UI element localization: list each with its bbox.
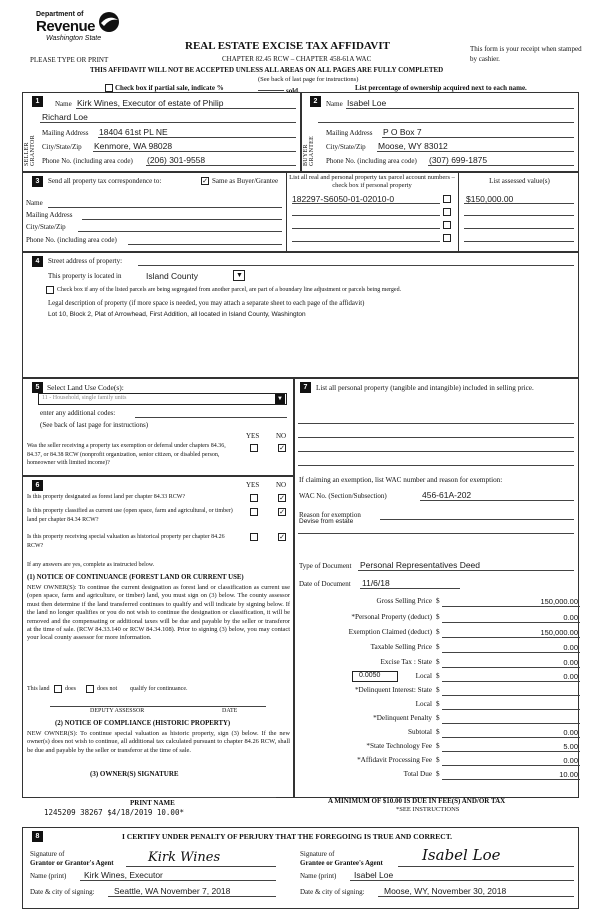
fee-row-affidavit-fee: *Affidavit Processing Fee $ 0.00 [357, 756, 578, 765]
this-land-label: This land [27, 686, 50, 692]
excise-state-value[interactable]: 0.00 [442, 658, 580, 668]
s6-no-header: NO [276, 481, 287, 489]
s3-city-label: City/State/Zip [26, 223, 66, 231]
buyer-city-label: City/State/Zip [326, 143, 366, 151]
q3-yes-checkbox[interactable] [250, 533, 258, 541]
chevron-down-icon: ▼ [236, 271, 243, 279]
does-not-checkbox[interactable] [86, 685, 94, 693]
s3-name-label: Name [26, 199, 43, 207]
fee-row-penalty: *Delinquent Penalty $ [300, 714, 580, 727]
seller-name-value[interactable]: Kirk Wines, Executor of estate of Philip [77, 98, 224, 108]
owner-signature-line[interactable] [40, 797, 276, 798]
segregated-label: Check box if any of the listed parcels are being segregated from another parcel, are part of a boundary line adjustment or parcels being merged. [57, 287, 402, 293]
owner-signature-label: (3) OWNER(S) SIGNATURE [90, 770, 179, 778]
buyer-phone-label: Phone No. (including area code) [326, 157, 417, 165]
buyer-side-label: BUYER GRANTEE [303, 135, 315, 166]
seller-phone-value[interactable]: (206) 301-9558 [147, 155, 206, 165]
section-1-number: 1 [32, 96, 43, 107]
form-title: REAL ESTATE EXCISE TAX AFFIDAVIT [185, 40, 390, 52]
local-rate-value: 0.0050 [359, 672, 381, 679]
grantee-name-label: Name (print) [300, 872, 337, 880]
grantee-signature[interactable]: Isabel Loe [422, 846, 501, 864]
minimum-due-text: A MINIMUM OF $10.00 IS DUE IN FEE(S) AND/OR TAX [328, 797, 506, 805]
assessed-value[interactable]: $150,000.00 [466, 194, 514, 204]
notice-compliance-title: (2) NOTICE OF COMPLIANCE (HISTORIC PROPERTY) [55, 720, 231, 727]
parcel-personal-checkbox-4[interactable] [443, 234, 451, 242]
personal-property-label: List all personal property (tangible and intangible) included in selling price. [316, 384, 534, 392]
parcel-personal-checkbox-2[interactable] [443, 208, 451, 216]
same-as-buyer-label: Same as Buyer/Grantee [212, 177, 279, 185]
fee-row-total: Total Due $ 10.00 [403, 770, 578, 779]
see-back: (See back of last page for instructions) [258, 76, 359, 83]
wac-label: WAC No. (Section/Subsection) [299, 492, 387, 500]
fee-row-exemption: Exemption Claimed (deduct) $ 150,000.00 [348, 628, 578, 637]
reason-label: Reason for exemption [299, 511, 361, 519]
seller-city-value[interactable]: Kenmore, WA 98028 [94, 141, 173, 151]
fee-row-personal: *Personal Property (deduct) $ 0.00 [351, 613, 578, 622]
partial-sale-pct[interactable] [258, 90, 284, 91]
section-2-number: 2 [310, 96, 321, 107]
grantee-date-value[interactable]: Moose, WY, November 30, 2018 [384, 886, 507, 896]
seller-city-label: City/State/Zip [42, 143, 82, 151]
partial-sale-checkbox[interactable] [105, 84, 113, 92]
buyer-name-value[interactable]: Isabel Loe [347, 98, 387, 108]
notice-continuance-title: (1) NOTICE OF CONTINUANCE (FOREST LAND OR CURRENT USE) [27, 574, 244, 581]
certify-text: I CERTIFY UNDER PENALTY OF PERJURY THAT THE FOREGOING IS TRUE AND CORRECT. [122, 832, 453, 841]
exemption-value[interactable]: 150,000.00 [442, 628, 580, 638]
print-name-label: PRINT NAME [130, 799, 175, 807]
exemption-claim-label: If claiming an exemption, list WAC number and reason for exemption: [299, 476, 503, 484]
fee-row-taxable: Taxable Selling Price $ 0.00 [370, 643, 578, 652]
total-due-value[interactable]: 10.00 [442, 770, 580, 780]
fee-row-excise-state: Excise Tax : State $ 0.00 [380, 658, 578, 667]
seller-name-value-2[interactable]: Richard Loe [42, 112, 88, 122]
section-5-number: 5 [32, 382, 43, 393]
section-4-number: 4 [32, 256, 43, 267]
fee-row-gross: Gross Selling Price $ 150,000.00 [376, 597, 578, 606]
reason-value[interactable]: Devise from estate [299, 518, 354, 525]
land-use-value: 11 - Household, single family units [42, 395, 127, 401]
buyer-mailing-label: Mailing Address [326, 129, 373, 137]
county-value[interactable]: Island County [146, 271, 198, 281]
legal-desc-value[interactable]: Lot 10, Block 2, Plat of Arrowhead, First Addition, all located in Island County, Washington [48, 311, 306, 318]
subtotal-value[interactable]: 0.00 [442, 728, 580, 738]
see-instructions: *SEE INSTRUCTIONS [396, 806, 460, 813]
logo-text-3: Washington State [46, 35, 102, 42]
delinquent-state-value[interactable] [442, 686, 580, 696]
same-as-buyer-checkbox[interactable]: ✓ [202, 177, 208, 185]
fee-row-delinq-local: Local $ [300, 700, 580, 713]
grantor-name-label: Name (print) [30, 872, 67, 880]
dor-swoosh-icon [96, 10, 122, 34]
fee-row-delinq-state: *Delinquent Interest: State $ [300, 686, 580, 699]
seller-side-label: SELLER GRANTOR [24, 135, 36, 166]
recording-stamp: 1245209 38267 $4/18/2019 10.00* [44, 808, 184, 817]
sold-label: sold. [286, 87, 300, 95]
seller-mailing-value[interactable]: 18404 61st PL NE [99, 127, 168, 137]
does-label: does [65, 686, 76, 692]
additional-codes-label: enter any additional codes: [40, 409, 116, 417]
grantee-name-value[interactable]: Isabel Loe [354, 870, 394, 880]
receipt-note: This form is your receipt when stamped by cashier. [470, 45, 582, 63]
qualify-label: qualify for continuance. [130, 686, 188, 692]
notice-compliance-body: NEW OWNER(S): To continue special valuation as historic property, sign (3) below. If the new owner(s) does not wish to continue, all additional tax calculated pursuant to chapter 84.26 RCW, shall be due and payable by the seller or transferor at the time of sale. [27, 730, 290, 754]
parcel-header: List all real and personal property tax parcel account numbers – check box if personal property [289, 174, 455, 189]
s6-yes-header: YES [246, 481, 260, 489]
personal-property-value[interactable]: 0.00 [442, 613, 580, 623]
historic-question: Is this property receiving special valuation as historical property per chapter 84.26 RCW? [27, 534, 225, 549]
legal-desc-label: Legal description of property (if more space is needed, you may attach a separate sheet to each page of the affidavit) [48, 300, 365, 307]
seller-mailing-label: Mailing Address [42, 129, 89, 137]
q1-no-checkbox[interactable]: ✓ [279, 494, 285, 502]
s5-no-checkbox[interactable]: ✓ [279, 444, 285, 452]
grantor-sig-label-1: Signature of [30, 850, 65, 858]
fee-row-subtotal: Subtotal $ 0.00 [408, 728, 578, 737]
taxable-price-value[interactable]: 0.00 [442, 643, 580, 653]
grantor-signature[interactable]: Kirk Wines [148, 850, 221, 865]
section-7-number: 7 [300, 382, 311, 393]
q2-no-checkbox[interactable]: ✓ [279, 508, 285, 516]
seller-phone-label: Phone No. (including area code) [42, 157, 133, 165]
buyer-name-label: Name [326, 100, 343, 108]
s3-mailing-label: Mailing Address [26, 211, 73, 219]
fee-row-excise-local: Local $ 0.00 [415, 672, 578, 681]
s3-phone-label: Phone No. (including area code) [26, 236, 117, 244]
grantor-name-value[interactable]: Kirk Wines, Executor [84, 870, 163, 880]
section-6-number: 6 [32, 480, 43, 491]
doc-type-label: Type of Document [299, 562, 352, 570]
land-use-label: Select Land Use Code(s): [47, 383, 124, 392]
s5-yes-checkbox[interactable] [250, 444, 258, 452]
buyer-city-value[interactable]: Moose, WY 83012 [378, 141, 448, 151]
section-8-number: 8 [32, 831, 43, 842]
deputy-assessor-label: DEPUTY ASSESSOR [90, 708, 145, 714]
delinquent-local-value[interactable] [442, 700, 580, 710]
segregated-checkbox[interactable] [46, 286, 54, 294]
county-dropdown[interactable] [233, 270, 245, 281]
current-use-question: Is this property classified as current use (open space, farm and agricultural, or timber) land per chapter 84.34 RCW? [27, 508, 233, 523]
penalty-value[interactable] [442, 714, 580, 724]
gross-price-value[interactable]: 150,000.00 [442, 597, 580, 607]
county-label: This property is located in [48, 272, 122, 280]
warning-text: THIS AFFIDAVIT WILL NOT BE ACCEPTED UNLESS ALL AREAS ON ALL PAGES ARE FULLY COMPLETED [90, 66, 444, 74]
q1-yes-checkbox[interactable] [250, 494, 258, 502]
wac-value[interactable]: 456-61A-202 [422, 490, 472, 500]
parcel-number[interactable]: 182297-S6050-01-02010-0 [292, 194, 395, 204]
street-address-field[interactable] [138, 265, 574, 266]
grantee-sig-label-1: Signature of [300, 850, 335, 858]
grantee-date-label: Date & city of signing: [300, 888, 365, 896]
buyer-phone-value[interactable]: (307) 699-1875 [429, 155, 488, 165]
grantor-date-value[interactable]: Seattle, WA November 7, 2018 [114, 886, 231, 896]
chevron-down-icon: ▼ [275, 394, 285, 404]
forest-land-question: Is this property designated as forest land per chapter 84.33 RCW? [27, 494, 186, 500]
q2-yes-checkbox[interactable] [250, 508, 258, 516]
excise-local-value[interactable]: 0.00 [442, 672, 580, 682]
send-correspondence-label: Send all property tax correspondence to: [48, 177, 162, 185]
fee-row-tech-fee: *State Technology Fee $ 5.00 [366, 742, 578, 751]
section-3-number: 3 [32, 176, 43, 187]
street-address-label: Street address of property: [48, 257, 123, 265]
parcel-personal-checkbox-3[interactable] [443, 221, 451, 229]
list-pct-label: List percentage of ownership acquired next to each name. [355, 84, 527, 92]
form-chapter: CHAPTER 82.45 RCW – CHAPTER 458-61A WAC [222, 55, 372, 63]
doc-type-value[interactable]: Personal Representatives Deed [360, 560, 481, 570]
parcel-personal-checkbox-1[interactable] [443, 195, 451, 203]
s5-see-back: (See back of last page for instructions) [40, 421, 149, 429]
grantee-sig-label-2: Grantee or Grantee's Agent [300, 859, 383, 867]
please-type: PLEASE TYPE OR PRINT [30, 56, 109, 64]
doc-date-label: Date of Document [299, 580, 351, 588]
assessed-header: List assessed value(s) [489, 177, 550, 185]
logo-text-1: Department of [36, 11, 84, 18]
buyer-mailing-value[interactable]: P O Box 7 [383, 127, 422, 137]
q3-no-checkbox[interactable]: ✓ [279, 533, 285, 541]
s5-no-header: NO [276, 432, 287, 440]
logo-text-2: Revenue [36, 18, 96, 35]
seller-name-label: Name [55, 100, 72, 108]
exemption-question: Was the seller receiving a property tax exemption or deferral under chapters 84.36, 84.37, or 84.38 RCW (nonprofit organization, senior citizen, or disabled person, homeowner with limited income)? [27, 443, 226, 466]
does-checkbox[interactable] [54, 685, 62, 693]
affidavit-fee-value[interactable]: 0.00 [442, 756, 580, 766]
grantor-date-label: Date & city of signing: [30, 888, 95, 896]
doc-date-value[interactable]: 11/6/18 [362, 578, 390, 588]
if-yes-text: If any answers are yes, complete as instructed below. [27, 562, 155, 568]
s5-yes-header: YES [246, 432, 260, 440]
deputy-date-label: DATE [222, 708, 238, 714]
land-use-select[interactable] [38, 393, 287, 405]
dor-logo [36, 8, 128, 52]
notice-continuance-body: NEW OWNER(S): To continue the current designation as forest land or classification as current use (open space, farm and agriculture, or timber) land, you must sign on (3) below. The county assessor must then determine if the land transferred continues to qualify and will indicate by signing below. If the land no longer qualifies or you do not wish to continue the designation or classification, it will be removed and the compensating or additional taxes will be due and payable by the seller or transferor at the time of sale. (RCW 84.33.140 or RCW 84.34.108). Prior to signing (3) below, you may contact your local county assessor for more information. [27, 584, 290, 642]
additional-codes-field[interactable] [135, 417, 287, 418]
tech-fee-value[interactable]: 5.00 [442, 742, 580, 752]
does-not-label: does not [97, 686, 118, 692]
grantor-sig-label-2: Grantor or Grantor's Agent [30, 859, 114, 867]
partial-sale-label: Check box if partial sale, indicate % [115, 84, 224, 92]
